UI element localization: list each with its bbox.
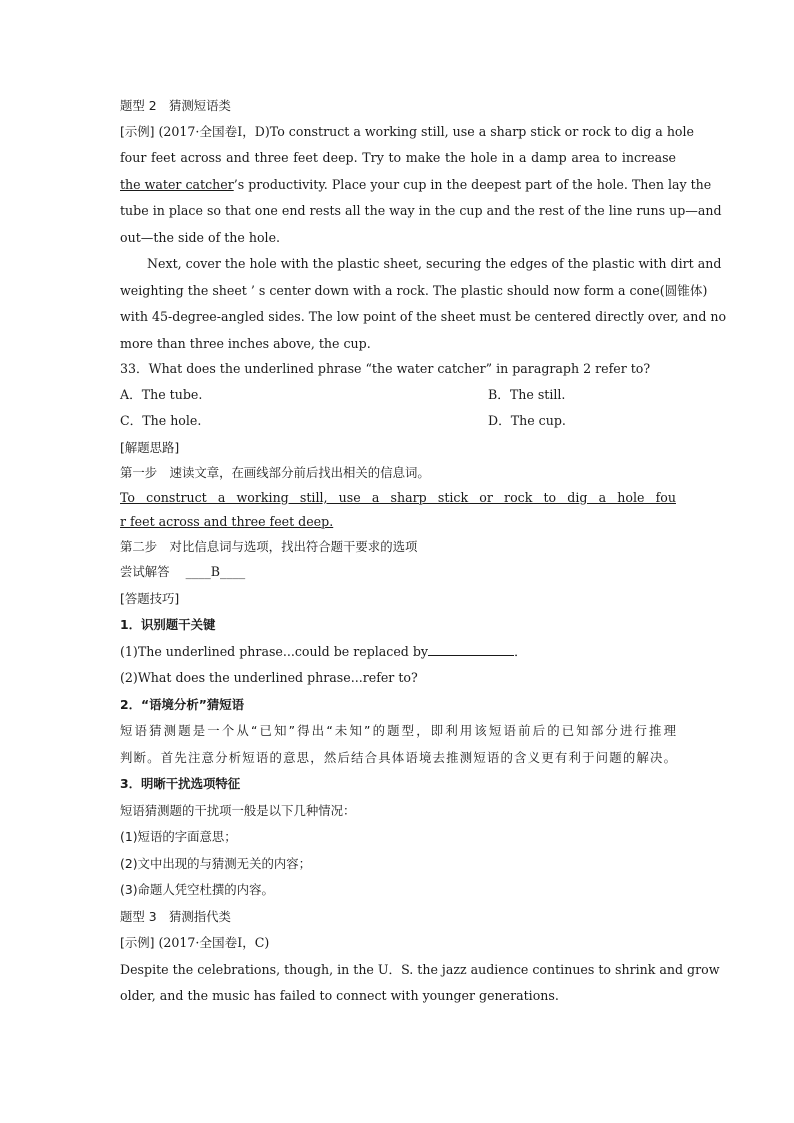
passage-line: more than three inches above, the cup. [120,335,371,351]
document-page [120,94,727,1010]
passage-text: ’s productivity. Place your cup in the deepest part of the hole. Then lay the [233,176,712,192]
tip-2-line: 判断。首先注意分析短语的意思，然后结合具体语境去推测短语的含义更有利于问题的解决。 [120,749,676,765]
example-label: [示例] [120,935,155,950]
passage-line: with 45-degree-angled sides. The low point of the sheet must be centered directly over, and no [120,309,727,324]
underlined-phrase: the water catcher [120,176,234,192]
tip-3-item: (1)短语的字面意思； [120,829,237,844]
tip-2-title: 2．“语境分析”猜短语 [120,696,245,712]
example-line-1 [120,119,694,146]
option-c: C．The hole. [120,413,202,428]
passage-line: Despite the celebrations, though, in the U．S. the jazz audience continues to shrink and grow [120,961,720,977]
section3-title: 题型 3 猜测指代类 [120,908,231,924]
passage-line: older, and the music has failed to connect with younger generations. [120,988,559,1003]
tip-2-line: 短语猜测题是一个从“已知”得出“未知”的题型，即利用该短语前后的已知部分进行推理 [120,723,676,738]
example-source: (2017·全国卷Ⅰ，C) [158,935,270,950]
try-answer-line [120,559,676,586]
option-d: D．The cup. [488,413,566,428]
tip-1-b: (2)What does the underlined phrase...refer to? [120,670,418,685]
options-row-2 [120,408,676,435]
passage-line: tube in place so that one end rests all the way in the cup and the rest of the line runs up—and [120,203,722,218]
tip-3-item: (2)文中出现的与猜测无关的内容； [120,855,312,871]
step-1-evidence: To construct a working still, use a sharp stick or rock to dig a hole fou [120,489,676,505]
section2-title: 题型 2 猜测短语类 [120,98,231,113]
answer-blank [428,643,514,656]
question-33: 33．What does the underlined phrase “the water catcher” in paragraph 2 refer to? [120,361,651,376]
tip-1-a-end: ． [514,643,527,659]
option-b: B．The still. [488,386,566,402]
passage-text: To construct a working still, use a sharp stick or rock to dig a hole [269,123,694,139]
step-2: 第二步 对比信息词与选项，找出符合题干要求的选项 [120,538,418,554]
example-label: [示例] [120,123,155,139]
tip-3-item: (3)命题人凭空杜撰的内容。 [120,882,274,897]
options-row-1 [120,382,676,409]
passage-line: out—the side of the hole. [120,229,281,245]
passage-line [120,172,712,199]
tip-3-title: 3．明晰干扰选项特征 [120,776,241,791]
example-source: (2017·全国卷Ⅰ，D) [158,123,270,139]
tip-1-title: 1．识别题干关键 [120,617,216,632]
try-answer: ____B____ [185,564,246,579]
step-1: 第一步 速读文章，在画线部分前后找出相关的信息词。 [120,465,430,480]
tip-1-a-text: (1)The underlined phrase...could be replaced by [120,643,429,659]
passage-line: four feet across and three feet deep. Try to make the hole in a damp area to increase [120,150,676,165]
option-a: A．The tube. [120,386,203,402]
passage-line: Next, cover the hole with the plastic sheet, securing the edges of the plastic with dirt and [147,256,722,271]
example-line-3 [120,930,676,957]
tip-3-intro: 短语猜测题的干扰项一般是以下几种情况： [120,802,356,818]
try-label: 尝试解答 [120,564,170,579]
tip-1-a [120,639,676,666]
passage-line: weighting the sheet ’ s center down with a rock. The plastic should now form a cone(圆锥体) [120,282,708,298]
tips-label: [答题技巧] [120,590,180,606]
step-1-evidence: r feet across and three feet deep. [120,514,334,529]
analysis-label: [解题思路] [120,439,180,455]
